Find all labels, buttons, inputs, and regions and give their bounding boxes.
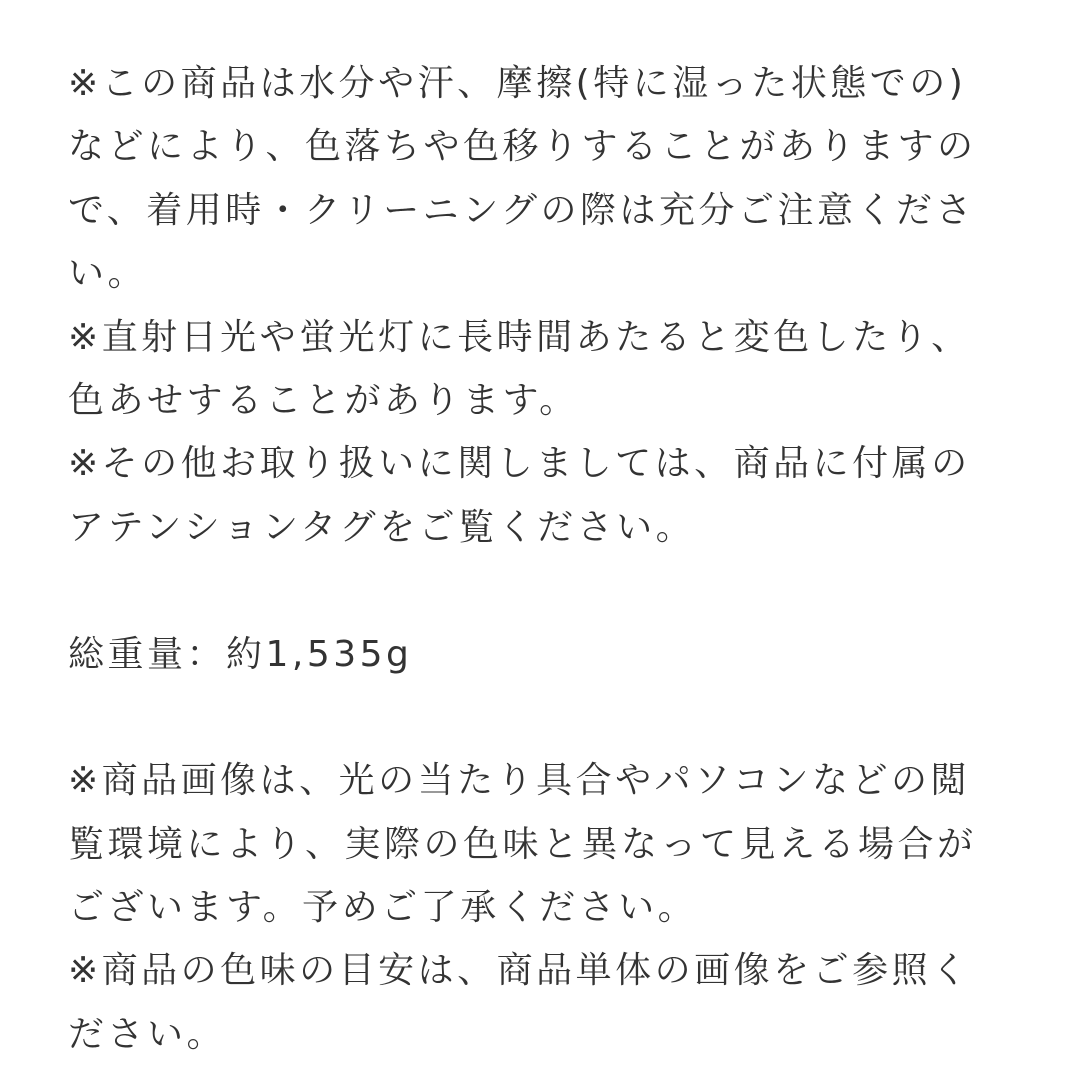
color-note-line-2: ださい。 xyxy=(68,1013,227,1055)
image-note-line-1: ※商品画像は、光の当たり具合やパソコンなどの閲 xyxy=(68,760,970,802)
care-note-line-4: い。 xyxy=(68,253,148,295)
care-note-line-3: で、着用時・クリーニングの際は充分ご注意くださ xyxy=(68,189,976,231)
care-note-line-2: などにより、色落ちや色移りすることがありますの xyxy=(68,126,977,168)
care-note-line-1: ※この商品は水分や汗、摩擦(特に湿った状態での) xyxy=(68,63,967,104)
sunlight-note-line-2: 色あせすることがあります。 xyxy=(68,379,579,421)
sunlight-note-line-1: ※直射日光や蛍光灯に長時間あたると変色したり、 xyxy=(68,316,971,358)
spacer xyxy=(68,686,1028,749)
spacer xyxy=(68,559,1028,622)
image-note-line-2: 覧環境により、実際の色味と異なって見える場合が xyxy=(68,823,977,865)
product-description xyxy=(68,52,1028,1066)
handling-note-line-2: アテンションタグをご覧ください。 xyxy=(68,506,696,548)
image-note-line-3: ございます。予めご了承ください。 xyxy=(68,887,698,929)
color-note-line-1: ※商品の色味の目安は、商品単体の画像をご参照く xyxy=(68,950,971,992)
total-weight: 総重量：約1,535g xyxy=(68,633,413,675)
handling-note-line-1: ※その他お取り扱いに関しましては、商品に付属の xyxy=(68,443,971,485)
